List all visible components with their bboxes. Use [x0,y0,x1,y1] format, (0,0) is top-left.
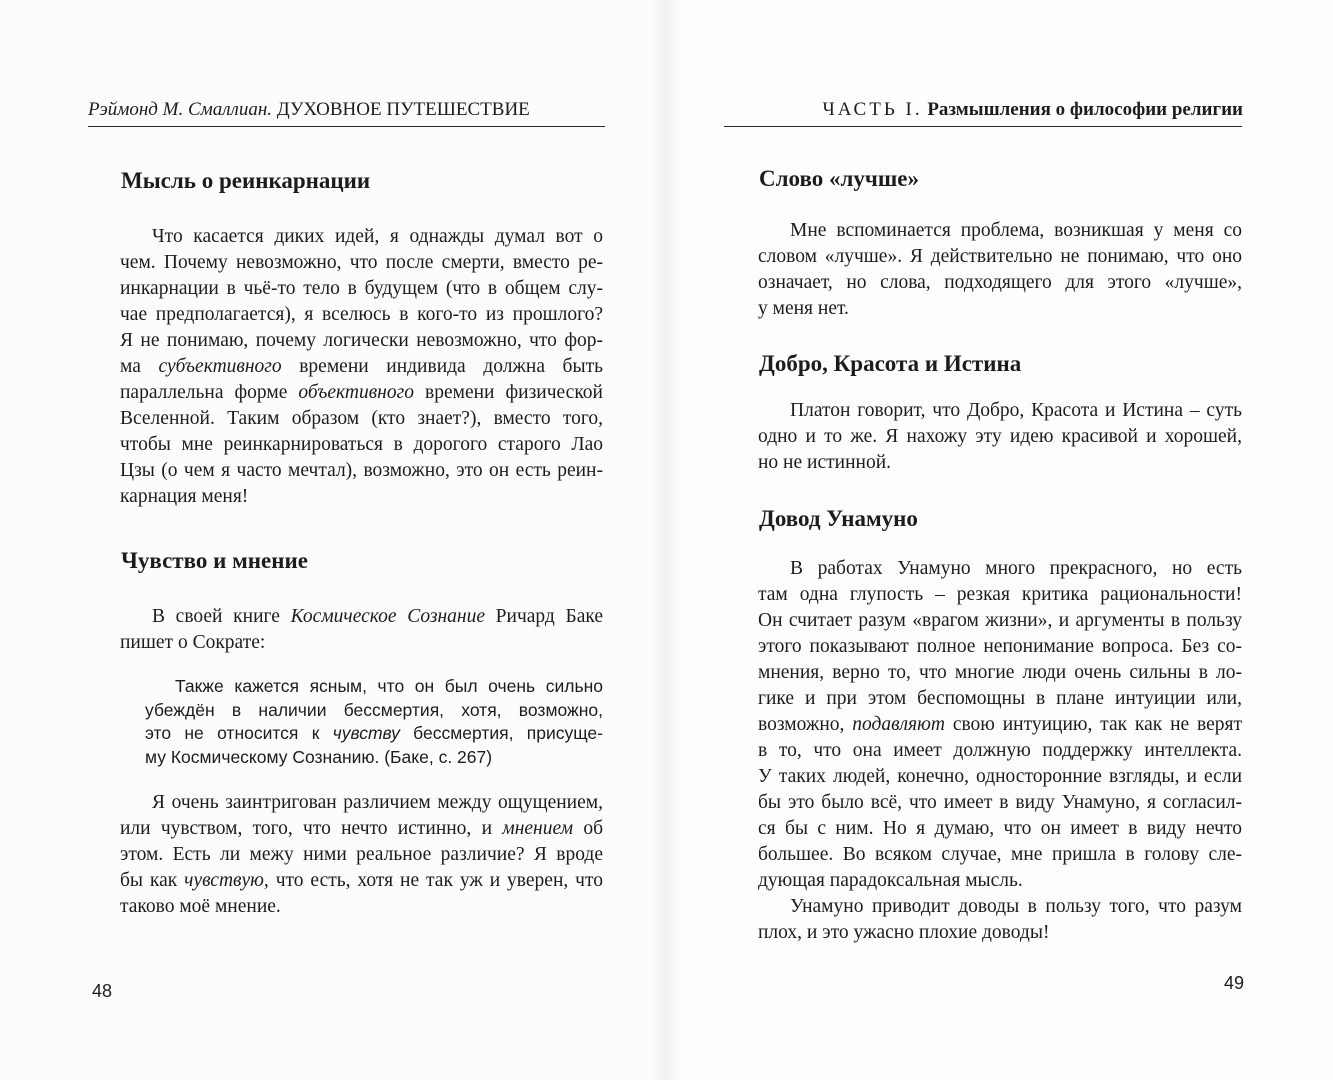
text-line [726,296,1242,322]
text-line [726,790,1242,816]
text-segment: му Космическому Сознанию. (Баке, с. 267) [145,746,493,767]
text-segment: У таких людей, конечно, односторонние взгляды, и если [758,766,1242,787]
text-segment: это не относится к [145,723,333,743]
text-segment: В работах Унамуно много прекрасного, но есть [790,558,1242,579]
text-segment: Ричард Баке [484,606,603,627]
text-segment: там одна глупость – резкая критика рациональности! [758,584,1242,605]
text-line [726,582,1242,608]
paragraph-unamuno-conclusion [726,894,1242,946]
text-segment: Платон говорит, что Добро, Красота и Истина – суть [790,400,1242,421]
text-line [726,842,1242,868]
text-segment: Я очень заинтригован различием между ощущением, [152,792,603,813]
italic-emphasis: объективного [298,382,414,403]
text-segment: Я не понимаю, почему логически невозможно, что фор- [120,330,603,351]
book-gutter-shadow [652,0,680,1080]
text-line [726,816,1242,842]
text-segment: карнация меня! [120,486,249,507]
text-line [726,270,1242,296]
text-line [88,224,603,250]
text-segment: возможно, [758,714,853,735]
text-segment: чтобы мне реинкарнироваться в дорогого старого Лао [120,434,603,455]
text-segment: , что есть, хотя не так уж и уверен, что [263,870,603,891]
text-segment: убеждён в наличии бессмертия, хотя, возможно, [145,699,603,720]
text-line [88,276,603,302]
paragraph-bucke-intro [88,604,603,656]
italic-emphasis: подавляют [852,714,945,735]
left-running-head [88,99,530,121]
text-segment: пишет о Сократе: [120,632,266,653]
text-segment: чае предполагается), я вселюсь в кого-то из прошлого? [120,304,603,325]
page-number-left: 48 [92,981,113,1001]
running-head-book-title: ДУХОВНОЕ ПУТЕШЕСТВИЕ [276,99,530,120]
text-line [88,328,603,354]
text-segment: бы как [120,870,185,891]
paragraph-feeling-opinion [88,790,603,920]
paragraph-unamuno [726,556,1242,894]
text-line [726,920,1242,946]
italic-emphasis: мнением [502,818,574,839]
text-line [88,630,603,656]
text-line [726,634,1242,660]
text-line [726,450,1242,476]
text-line [88,604,603,630]
text-segment: времени физической [413,382,603,403]
text-line [726,894,1242,920]
paragraph-word-better [726,218,1242,322]
text-segment: мнения, верно то, что многие люди очень сильны в ло- [758,662,1242,683]
text-line [88,790,603,816]
text-line [726,218,1242,244]
text-segment: одно и то же. Я нахожу эту идею красивой и хорошей, [758,426,1242,447]
section-heading-word-better: Слово «лучше» [759,166,919,191]
section-heading-reincarnation: Мысль о реинкарнации [121,168,371,193]
text-line [726,424,1242,450]
text-line [145,675,603,699]
text-segment: инкарнации в чьё-то тело в будущем (что в общем слу- [120,278,603,299]
section-heading-good-beauty-truth: Добро, Красота и Истина [759,351,1022,376]
text-line [726,398,1242,424]
italic-emphasis: Космическое Сознание [290,606,485,627]
text-segment: большее. Во всяком случае, мне пришла в голову сле- [758,844,1242,865]
italic-emphasis: субъективного [158,356,282,377]
text-segment: в то, что она имеет должную поддержку интеллекта. [758,740,1242,761]
text-segment: бессмертия, присуще- [399,723,603,743]
text-segment: бы это было всё, что имеет в виду Унамуно, я согласил- [758,792,1242,813]
text-line [88,484,603,510]
text-segment: таково моё мнение. [120,896,281,917]
text-line [145,722,603,746]
text-line [726,244,1242,270]
text-line [88,894,603,920]
text-segment: Что касается диких идей, я однажды думал вот о [152,226,603,247]
paragraph-reincarnation [88,224,603,510]
text-segment: параллельна форме [120,382,299,403]
italic-emphasis: чувствую [184,870,264,891]
running-head-part: ЧАСТЬ I. [822,99,923,120]
text-line [145,699,603,723]
text-segment: чем. Почему невозможно, что после смерти, вместо ре- [120,252,603,273]
text-line [88,816,603,842]
text-segment: гике и при этом беспомощны в плане интуиции или, [758,688,1242,709]
text-line [726,608,1242,634]
text-segment: об [573,818,604,839]
text-line [726,738,1242,764]
text-line [726,764,1242,790]
text-line [88,250,603,276]
text-line [88,458,603,484]
text-segment: ма [120,356,159,377]
text-segment: Цзы (о чем я часто мечтал), возможно, это он есть реин- [120,460,603,481]
text-line [145,746,603,770]
text-segment: Вселенной. Таким образом (кто знает?), вместо того, [120,408,603,429]
italic-emphasis: чувству [332,723,400,743]
text-segment: времени индивида должна быть [281,356,603,377]
running-head-author: Рэймонд М. Смаллиан. [88,99,272,120]
left-page [0,0,666,1080]
text-line [88,406,603,432]
text-segment: у меня нет. [758,298,849,319]
text-segment: Также кажется ясным, что он был очень сильно [175,676,603,696]
text-line [726,868,1242,894]
text-segment: Мне вспоминается проблема, возникшая у меня со [790,220,1242,241]
paragraph-good-beauty-truth [726,398,1242,476]
text-segment: словом «лучше». Я действительно не понимаю, что оно [758,246,1242,267]
text-segment: означает, но слова, подходящего для этого «лучше», [758,272,1242,293]
text-segment: дующая парадоксальная мысль. [758,870,1023,891]
text-line [726,556,1242,582]
text-segment: ся бы с ним. Но я думаю, что он имеет в виду нечто [758,818,1242,839]
text-segment: В своей книге [152,606,291,627]
left-header-rule [88,126,605,127]
text-segment: Унамуно приводит доводы в пользу того, что разум [790,896,1242,917]
text-line [726,686,1242,712]
text-line [726,660,1242,686]
text-line [88,354,603,380]
text-segment: этом. Есть ли межу ними реальное различие? Я вроде [120,844,603,865]
text-line [726,712,1242,738]
section-heading-unamuno: Довод Унамуно [759,506,918,531]
text-segment: свою интуицию, так как не верят [944,714,1242,735]
block-quote-bucke [145,675,603,769]
right-running-head [822,99,1243,121]
right-header-rule [724,126,1242,127]
text-line [88,868,603,894]
text-line [88,380,603,406]
section-heading-feeling-opinion: Чувство и мнение [121,548,308,573]
text-segment: Он считает разум «врагом жизни», и аргументы в пользу [758,610,1242,631]
text-segment: плох, и это ужасно плохие доводы! [758,922,1050,943]
running-head-part-title: Размышления о философии религии [927,99,1243,120]
text-line [88,432,603,458]
text-segment: но не истинной. [758,452,892,473]
page-number-right: 49 [1224,973,1245,993]
text-segment: или чувством, того, что нечто истинно, и [120,818,503,839]
text-line [88,842,603,868]
text-segment: этого показывают полное непонимание вопроса. Без со- [758,636,1242,657]
text-line [88,302,603,328]
